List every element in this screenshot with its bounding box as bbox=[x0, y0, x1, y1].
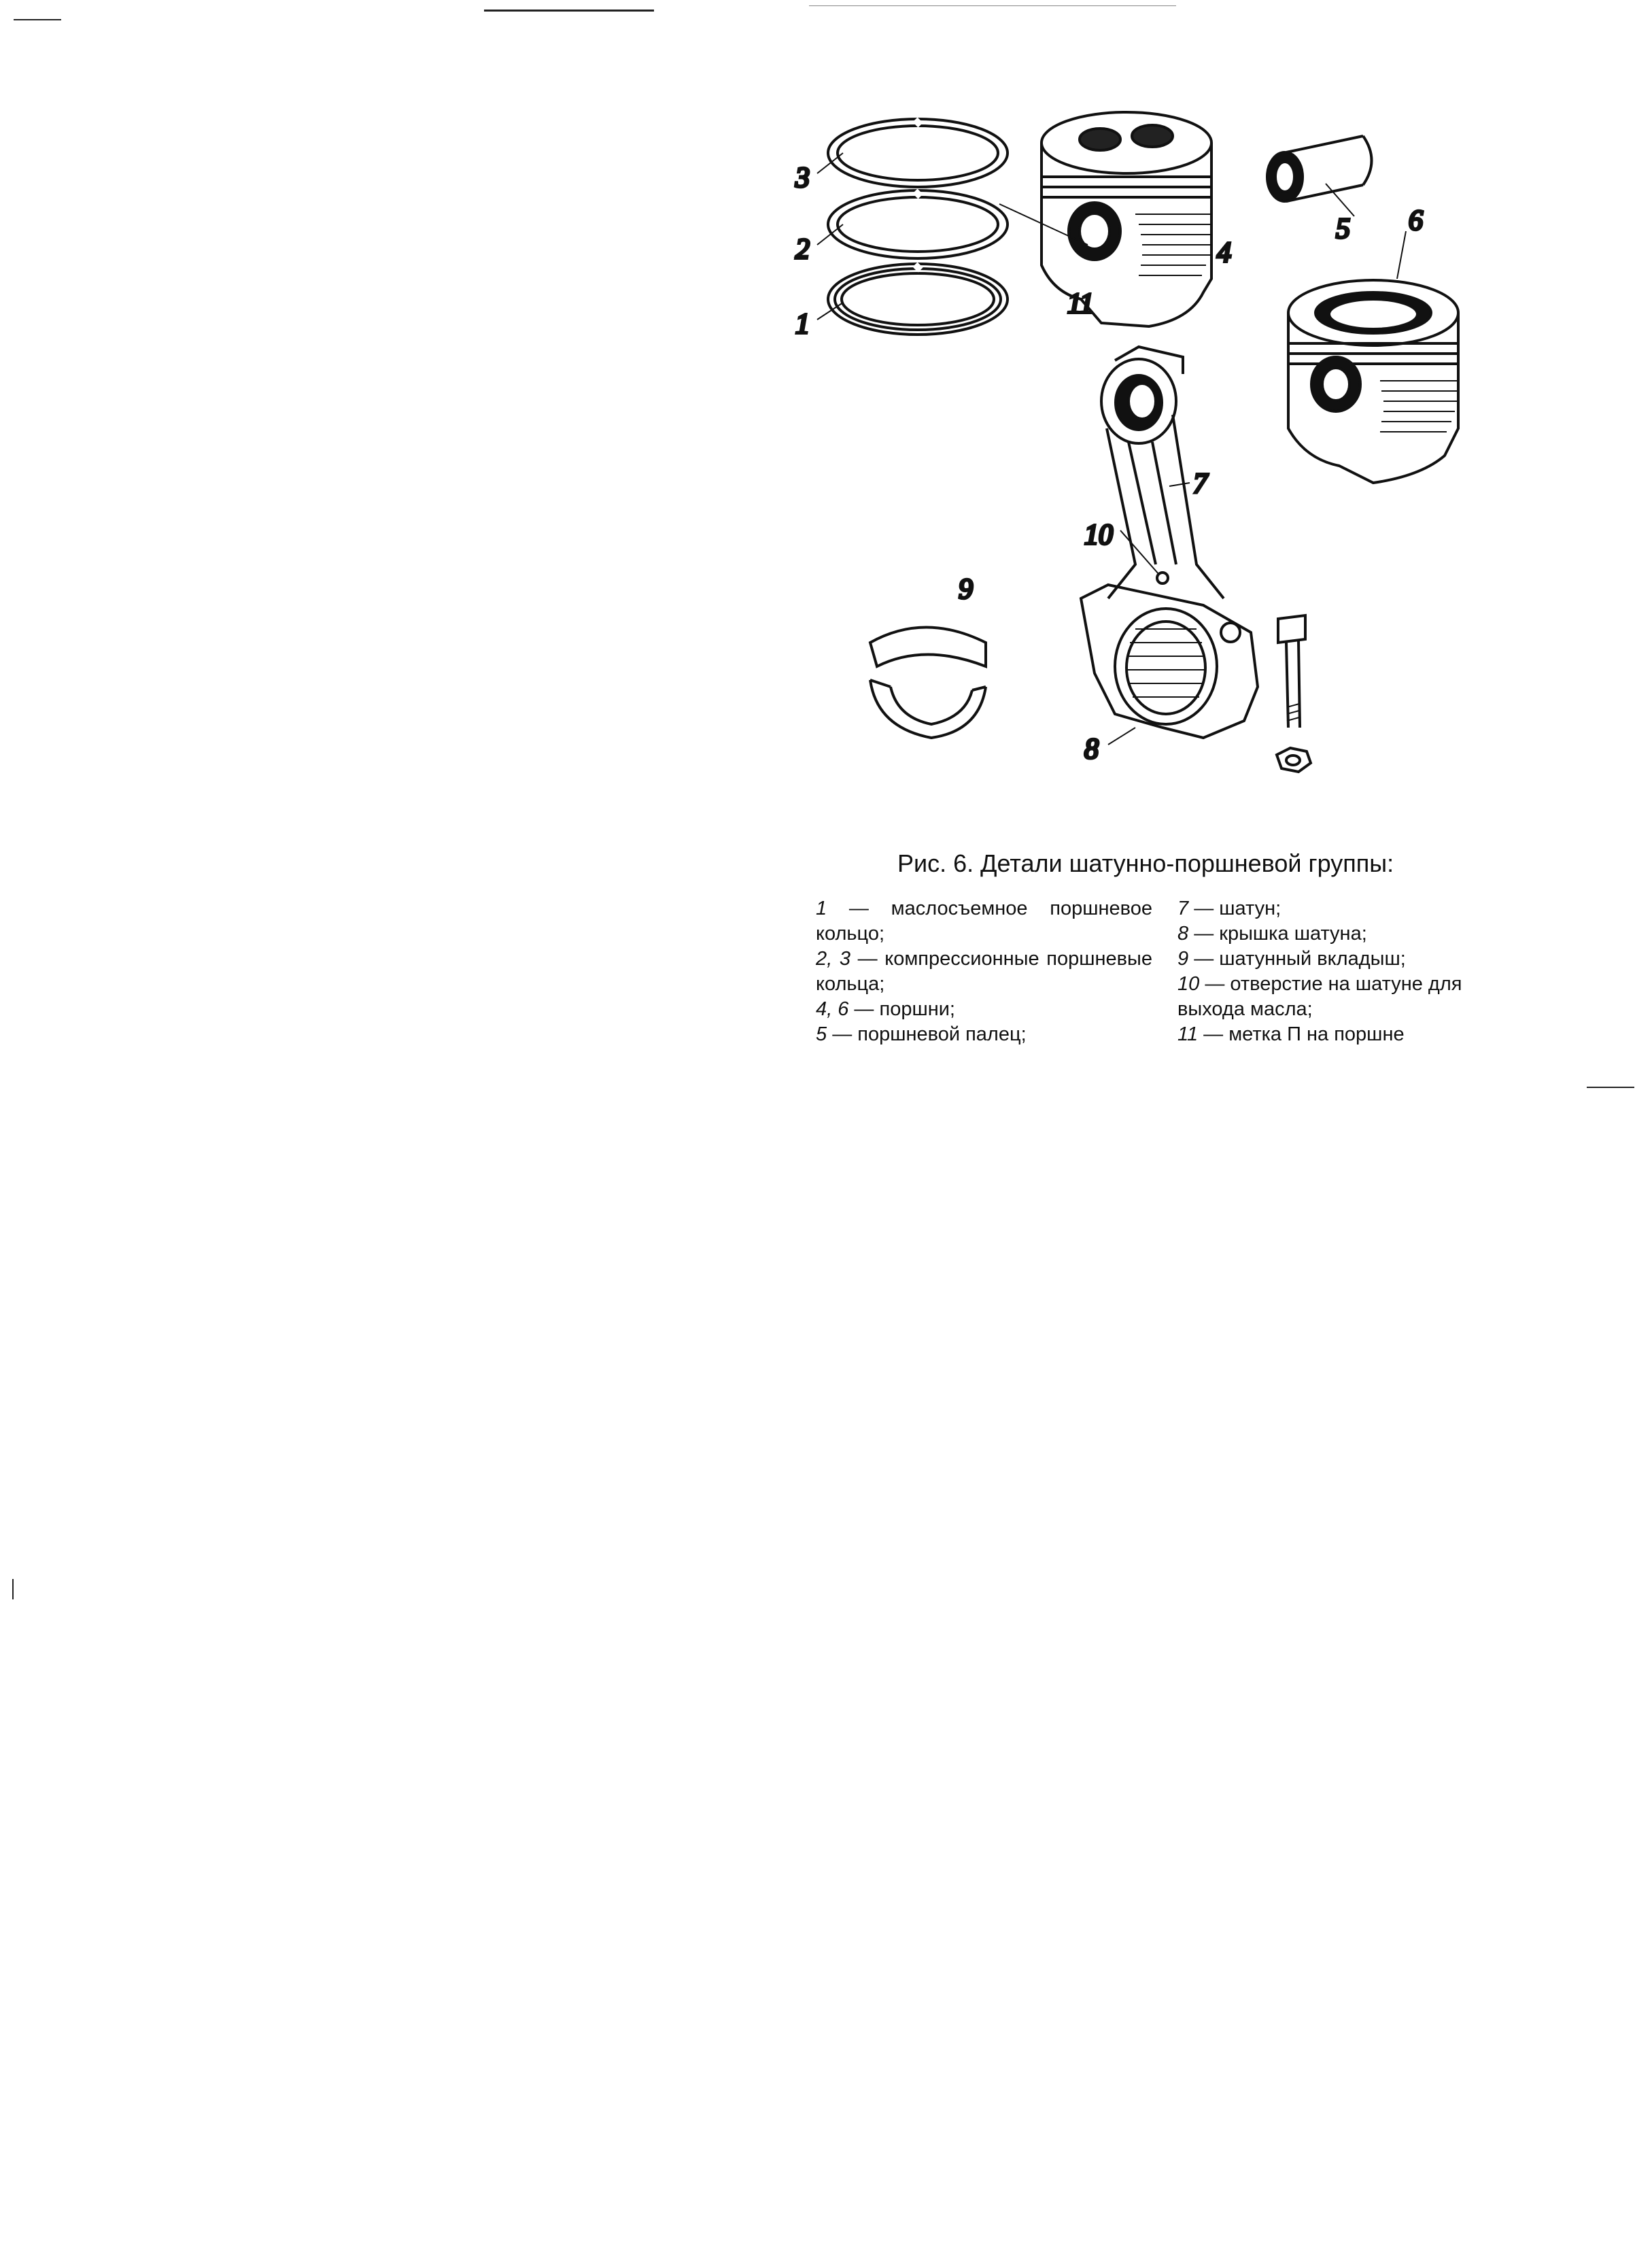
legend-item-number: 11 bbox=[1177, 1023, 1199, 1045]
piston-ring-1 bbox=[828, 264, 1008, 335]
rod-nut bbox=[1277, 748, 1311, 772]
parts-illustration bbox=[782, 75, 1509, 809]
legend-item-number: 7 bbox=[1177, 898, 1189, 919]
legend-item-text: — поршневой палец; bbox=[827, 1023, 1027, 1045]
piston-pin-5 bbox=[1267, 136, 1372, 201]
rod-bolt bbox=[1278, 615, 1305, 728]
legend-item bbox=[1177, 921, 1511, 947]
figure-caption: Рис. 6. Детали шатунно-поршневой группы: bbox=[897, 849, 1394, 877]
legend-item-number: 5 bbox=[816, 1023, 827, 1045]
legend-item-number: 2, 3 bbox=[816, 948, 850, 970]
callout-8: 8 bbox=[1084, 734, 1099, 765]
legend-item-number: 4, 6 bbox=[816, 998, 849, 1020]
legend-item bbox=[816, 896, 1152, 947]
bearing-shell-9 bbox=[870, 628, 986, 738]
legend-item bbox=[816, 1022, 1152, 1047]
piston-ring-2 bbox=[828, 190, 1008, 258]
legend-item-number: 10 bbox=[1177, 973, 1200, 995]
legend-item bbox=[1177, 1022, 1511, 1047]
legend-item bbox=[816, 947, 1152, 997]
piston-6 bbox=[1288, 280, 1458, 483]
legend-item-text: — шатунный вкладыш; bbox=[1188, 948, 1406, 970]
legend-item bbox=[1177, 972, 1511, 1022]
legend-item-number: 8 bbox=[1177, 923, 1189, 945]
piston-rod-group-drawing bbox=[782, 75, 1509, 809]
legend-item-number: 9 bbox=[1177, 948, 1189, 970]
callout-4: 4 bbox=[1217, 237, 1231, 269]
legend-item bbox=[816, 997, 1152, 1022]
callout-5: 5 bbox=[1336, 214, 1350, 245]
piston-ring-3 bbox=[828, 119, 1008, 187]
legend-item-text: — поршни; bbox=[848, 998, 955, 1020]
legend-column-left bbox=[816, 896, 1152, 1047]
callout-1: 1 bbox=[795, 309, 810, 340]
legend-item-text: — компрессионные поршневые кольца; bbox=[816, 948, 1152, 995]
legend-item-number: 1 bbox=[816, 898, 827, 919]
legend-item-text: — крышка шатуна; bbox=[1188, 923, 1367, 945]
legend-column-right bbox=[1177, 896, 1511, 1047]
callout-3: 3 bbox=[795, 163, 810, 194]
scan-artifact-line bbox=[14, 19, 61, 20]
scan-artifact-line bbox=[1587, 1087, 1634, 1088]
callout-11: 11 bbox=[1067, 288, 1094, 320]
legend-item bbox=[1177, 896, 1511, 921]
rod-cap-8 bbox=[1081, 585, 1258, 738]
legend-item-text: — шатун; bbox=[1188, 898, 1281, 919]
scan-artifact-line bbox=[484, 10, 654, 12]
callout-9: 9 bbox=[959, 574, 973, 605]
scan-artifact-line bbox=[809, 5, 1176, 6]
legend-item-text: — отверстие на шатуне для выхода масла; bbox=[1177, 973, 1462, 1020]
legend-item-text: — маслосъемное поршневое кольцо; bbox=[816, 898, 1152, 945]
callout-10: 10 bbox=[1084, 520, 1113, 551]
callout-2: 2 bbox=[795, 234, 810, 265]
scan-artifact-line bbox=[12, 1579, 14, 1599]
legend-item-text: — метка П на поршне bbox=[1198, 1023, 1405, 1045]
callout-6: 6 bbox=[1409, 205, 1423, 237]
legend-item bbox=[1177, 947, 1511, 972]
callout-7: 7 bbox=[1193, 469, 1207, 500]
